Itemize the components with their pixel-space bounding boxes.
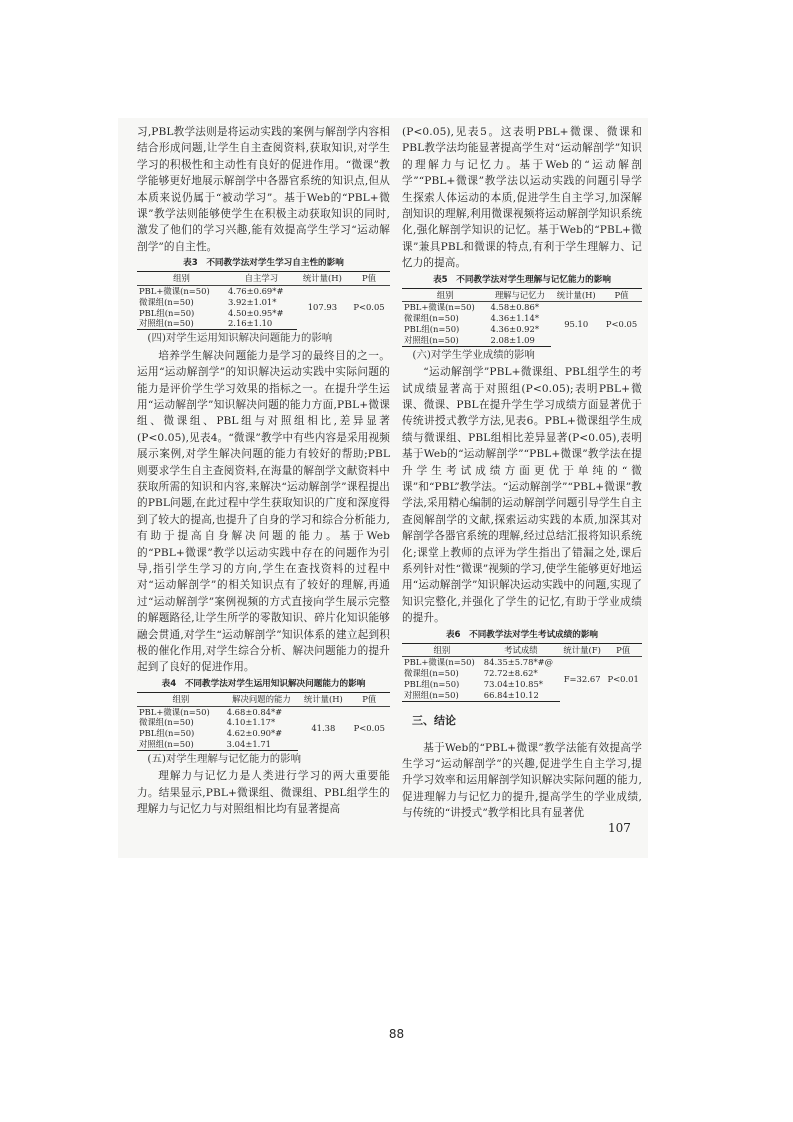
table-header: P值 [604,643,642,657]
table-cell-value: 72.72±8.62* [483,668,538,679]
table-cell-value: 2.16±1.10 [226,318,297,329]
table-cell-p: P<0.01 [607,673,639,684]
section-title: (五)对学生理解与记忆能力的影响 [147,752,301,765]
table-header: 统计量(F) [560,643,604,657]
table-cell-group: 对照组(n=50) [137,318,226,329]
table-header: 理解与记忆力 [489,288,552,302]
table-row [137,286,390,297]
table-cell-group: 微课组(n=50) [404,668,459,679]
table-cell-value: 4.58±0.86* [490,302,540,313]
table-cell-group: 对照组(n=50) [402,335,489,346]
table-cell-group: 对照组(n=50) [402,690,482,701]
table-cell-value: 4.36±0.92* [490,324,540,335]
table-cell-group: 微课组(n=50) [139,296,194,307]
body-paragraph: 培养学生解决问题能力是学习的最终目的之一。运用“运动解剖学”的知识解决运动实践中实际问题的能力是评价学生学习效果的指标之一。在提升学生运用“运动解剖学”知识解决问题的能力方面,PBL+微课组、微课组、PBL组与对照组相比,差异显著(P<0.05),见表4。“微课”教学中有些内容是采用视频展示案例,对学生解决问题的能力有较好的帮助;PBL则要求学生自主查阅资料,在海量的解剖学文献资料中获取所需的知识和内容,来解决“运动解剖学”课程提出的PBL问题,在此过程中学生获取知识的广度和深度得到了较大的提高,也提升了自身的学习和综合分析能力,有助于提高自身解决问题的能力。基于Web的“PBL+微课”教学以运动实践中存在的问题作为引导,指引学生学习的方向,学生在查找资料的过程中对“运动解剖学”的相关知识点有了较好的理解,再通过“运动解剖学”案例视频的方式直接向学生展示完整的解题路径,让学生所学的零散知识、碎片化知识能够融会贯通,对学生“运动解剖学”知识体系的建立起到积极的催化作用,对学生综合分析、解决问题能力的提升起到了良好的促进作用。 [137,349,390,674]
table-header: 考试成绩 [482,643,560,657]
section-heading: 三、结论 [412,713,456,727]
table-cell-value: 73.04±10.85* [483,679,543,690]
table-cell-group: PBL+微课(n=50) [139,286,210,297]
table-cell-group: PBL+微课(n=50) [404,657,475,668]
table-header: 组别 [137,692,225,706]
table-header: 组别 [402,288,489,302]
page-number: 107 [608,821,631,835]
table-header: 统计量(H) [297,272,348,286]
data-table [137,692,390,751]
table-cell-group: 微课组(n=50) [404,313,459,324]
table-header: 解决问题的能力 [225,692,298,706]
table-cell-value: 2.08±1.09 [489,335,552,346]
table-cell-p: P<0.05 [353,723,385,734]
section-title: (六)对学生学业成绩的影响 [412,348,535,361]
table-cell-group: PBL+微课(n=50) [404,302,475,313]
table-caption: 表5 不同教学法对学生理解与记忆能力的影响 [433,274,611,285]
data-table [137,271,390,330]
table-cell-value: 4.76±0.69*# [227,286,284,297]
data-table [402,643,642,702]
table-row [137,706,390,717]
table-cell-stat: 41.38 [311,723,336,734]
table-cell-value: 4.50±0.95*# [227,307,284,318]
table-cell-group: 对照组(n=50) [137,739,225,750]
body-paragraph: 基于Web的“PBL+微课”教学法能有效提高学生学习“运动解剖学”的兴趣,促进学生自主学习,提升学习效率和运用解剖学知识解决实际问题的能力,促进理解力与记忆力的提升,提高学生的学业成绩,与传统的“讲授式”教学相比具有显著优 [402,741,642,820]
table-cell-group: PBL组(n=50) [139,307,195,318]
table-header: 统计量(H) [298,692,348,706]
table-cell-value: 4.68±0.84*# [226,706,283,717]
table-cell-stat: 107.93 [307,302,338,313]
table-header: 组别 [137,272,226,286]
table-cell-value: 66.84±10.12 [482,690,560,701]
table-row [402,657,642,668]
table-cell-stat: F=32.67 [563,673,601,684]
table-cell-value: 3.04±1.71 [225,739,298,750]
body-paragraph: 理解力与记忆力是人类进行学习的两大重要能力。结果显示,PBL+微课组、微课组、PBL组学生的理解力与记忆力与对照组相比均有显著提高 [137,770,390,816]
body-paragraph: 习,PBL教学法则是将运动实践的案例与解剖学内容相结合形成问题,让学生自主查阅资料,获取知识,对学生学习的积极性和主动性有良好的促进作用。“微课”教学能够更好地展示解剖学中各器官系统的知识点,但从本质来说仍属于“被动学习”。基于Web的“PBL+微课”教学法则能够使学生在积极主动获取知识的同时,激发了他们的学习兴趣,能有效提高学生学习“运动解剖学”的自主性。 [137,126,390,253]
table-cell-value: 4.62±0.90*# [226,728,283,739]
table-cell-group: PBL组(n=50) [139,728,195,739]
table-cell-group: PBL+微课(n=50) [139,706,210,717]
table-header: 组别 [402,643,482,657]
body-paragraph: (P<0.05),见表5。这表明PBL+微课、微课和PBL教学法均能显著提高学生对“运动解剖学”知识的理解力与记忆力。基于Web的“运动解剖学”“PBL+微课”教学法以运动实践的问题引导学生探索人体运动的本质,促进学生自主学习,加深解剖知识的理解,利用微课视频将运动解剖学知识系统化,强化解剖学知识的记忆。基于Web的“PBL+微课”兼具PBL和微课的特点,有利于学生理解力、记忆力的提高。 [402,126,642,270]
left-column [137,124,390,818]
table-caption: 表3 不同教学法对学生学习自主性的影响 [183,258,344,269]
table-header: P值 [349,692,390,706]
table-header: 统计量(H) [551,288,601,302]
table-cell-p: P<0.05 [605,318,638,329]
table-row [402,302,642,313]
table-cell-value: 4.36±1.14* [490,313,540,324]
table-cell-group: 微课组(n=50) [139,717,194,728]
table-header: P值 [601,288,642,302]
table-cell-value: 4.10±1.17* [226,717,276,728]
table-cell-value: 3.92±1.01* [227,296,277,307]
table-cell-stat: 95.10 [564,318,589,329]
table-caption: 表4 不同教学法对学生运用知识解决问题能力的影响 [161,678,366,689]
footer-page-number: 88 [388,1027,405,1041]
table-cell-group: PBL组(n=50) [404,324,460,335]
table-cell-group: PBL组(n=50) [404,679,460,690]
data-table [402,288,642,347]
right-column [402,124,642,822]
table-header: 自主学习 [226,272,297,286]
table-cell-p: P<0.05 [353,302,385,313]
table-cell-value: 84.35±5.78*#@ [483,657,554,668]
table-header: P值 [348,272,390,286]
table-caption: 表6 不同教学法对学生考试成绩的影响 [445,629,599,640]
section-title: (四)对学生运用知识解决问题能力的影响 [147,332,333,345]
body-paragraph: “运动解剖学”PBL+微课组、PBL组学生的考试成绩显著高于对照组(P<0.05);表明PBL+微课、微课、PBL在提升学生学习成绩方面显著优于传统讲授式教学方法,见表6。PBL+微课组学生成绩与微课组、PBL组相比差异显著(P<0.05),表明基于Web的“运动解剖学”“PBL+微课”教学法在提升学生考试成绩方面更优于单纯的“微课”和“PBL”教学法。“运动解剖学”“PBL+微课”教学法,采用精心编制的运动解剖学问题引导学生自主查阅解剖学的文献,探索运动实践的本质,加深其对解剖学各器官系统的理解,经过总结汇报将知识系统化;课堂上教师的点评为学生指出了错漏之处,课后系列针对性“微课”视频的学习,使学生能够更好地运用“运动解剖学”知识解决运动实践中的问题,实现了知识完整化,并强化了学生的记忆,有助于学业成绩的提升。 [402,366,642,625]
